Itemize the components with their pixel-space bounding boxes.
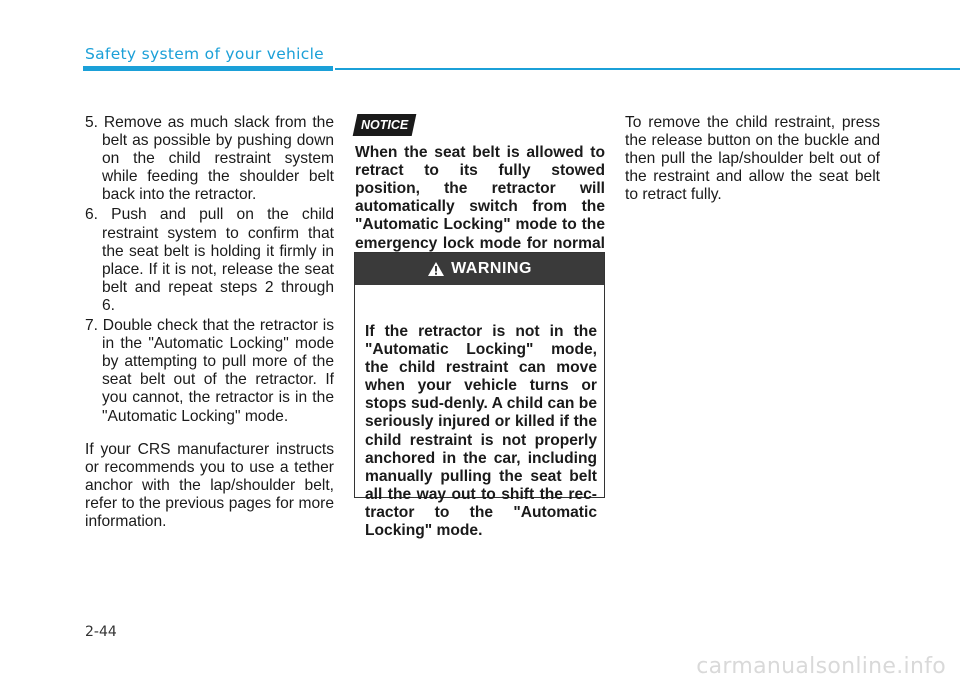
crs-paragraph: If your CRS manufacturer instructs or recommends you to use a tether anchor with the lap/shoulder belt, refer to the previous pages for more information. bbox=[85, 440, 334, 530]
notice-badge bbox=[353, 114, 417, 136]
warning-label: WARNING bbox=[451, 260, 532, 277]
header-rule-thick bbox=[83, 66, 333, 71]
step-text: 7. Double check that the retractor is in the "Automatic Locking" mode by attempting to pull more of the seat belt out of the retractor. If you cannot, the retractor is in the "Automatic Locking" mode. bbox=[85, 317, 334, 425]
notice-label: NOTICE bbox=[361, 118, 409, 132]
step-item bbox=[85, 114, 334, 204]
warning-triangle-icon bbox=[427, 261, 445, 277]
step-text: 5. Remove as much slack from the belt as possible by pushing down on the child restraint system while feeding the shoulder belt back into the retractor. bbox=[85, 114, 334, 204]
steps-list bbox=[85, 114, 334, 426]
step-text: 6. Push and pull on the child restraint system to confirm that the seat belt is holding it firmly in place. If it is not, release the seat belt and repeat steps 2 through 6. bbox=[85, 206, 334, 314]
notice-text: When the seat belt is allowed to retract to its fully stowed position, the retractor will automatically switch from the "Automatic Locking" mode to the emergency lock mode for normal bbox=[355, 144, 605, 252]
header-rule-thin bbox=[335, 68, 960, 70]
remove-restraint-paragraph: To remove the child restraint, press the release button on the buckle and then pull the lap/shoulder belt out of the restraint and allow the seat belt to retract fully. bbox=[625, 114, 880, 204]
step-item bbox=[85, 206, 334, 315]
column-left bbox=[85, 114, 334, 531]
watermark: carmanualsonline.info bbox=[696, 654, 946, 679]
column-middle bbox=[355, 114, 605, 271]
warning-header bbox=[355, 253, 604, 285]
column-right bbox=[625, 114, 880, 204]
page-number: 2-44 bbox=[85, 624, 117, 640]
warning-text: If the retractor is not in the "Automatic Locking" mode, the child restraint can move when your vehicle turns or stops sud-denly. A child can be seriously injured or killed if the child restraint is not properly anchored in the car, including manually pulling the seat belt all the way out to shift the rec-tractor to the "Automatic Locking" mode. bbox=[365, 323, 597, 540]
section-title: Safety system of your vehicle bbox=[85, 45, 325, 63]
warning-box bbox=[354, 252, 605, 540]
step-item bbox=[85, 317, 334, 426]
